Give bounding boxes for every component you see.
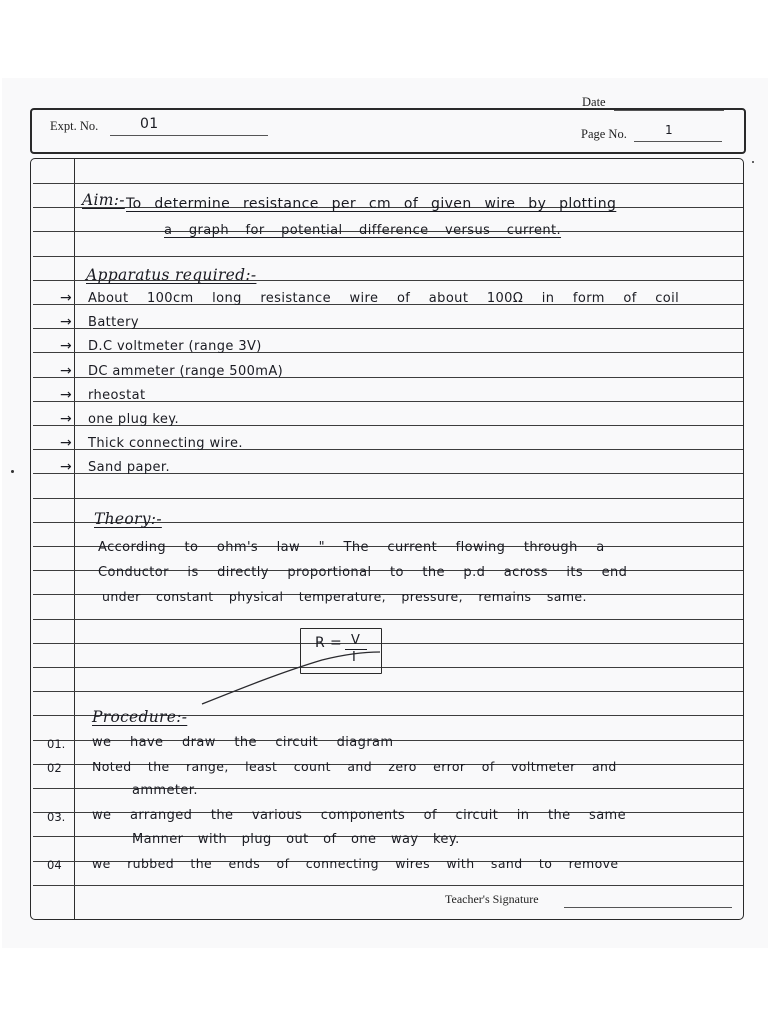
procedure-step-text: we have draw the circuit diagram (92, 735, 394, 750)
page-blank-line (634, 141, 722, 142)
aim-line-2: a graph for potential difference versus current. (164, 223, 562, 238)
procedure-step-text: ammeter. (132, 783, 198, 799)
expt-blank-line (110, 135, 268, 136)
bullet-arrow-icon: → (60, 459, 72, 476)
ruled-line (33, 885, 743, 886)
expt-label: Expt. No. (50, 119, 99, 133)
aim-line-1: To determine resistance per cm of given wire by plotting (126, 196, 617, 212)
ruled-line (33, 183, 743, 184)
apparatus-item: About 100cm long resistance wire of about 100Ω in form of coil (88, 291, 680, 306)
bullet-arrow-icon: → (60, 435, 72, 452)
theory-line-1: According to ohm's law " The current flowing through a (98, 540, 605, 555)
formula-left: R = (315, 635, 343, 651)
procedure-step-number: 03. (47, 809, 66, 824)
apparatus-item: Sand paper. (88, 460, 170, 476)
formula-denominator: I (352, 650, 357, 665)
apparatus-heading: Apparatus required:- (86, 266, 257, 284)
theory-line-3: under constant physical temperature, pressure, remains same. (102, 589, 587, 604)
apparatus-item: one plug key. (88, 412, 180, 427)
teacher-signature-label: Teacher's Signature (445, 892, 539, 906)
ruled-line (33, 643, 743, 644)
margin-line (74, 158, 75, 920)
ruled-line (33, 619, 743, 620)
theory-heading: Theory:- (94, 510, 162, 528)
apparatus-item: Thick connecting wire. (88, 436, 243, 452)
procedure-heading: Procedure:- (92, 708, 188, 726)
theory-line-2: Conductor is directly proportional to the p.d across its end (98, 565, 628, 580)
procedure-step-number: 04 (47, 858, 62, 872)
apparatus-item: DC ammeter (range 500mA) (88, 363, 284, 379)
ruled-line (33, 498, 743, 499)
signature-blank-line (564, 907, 732, 908)
bullet-arrow-icon: → (60, 338, 72, 355)
formula-numerator: V (351, 633, 361, 648)
procedure-step-text: we rubbed the ends of connecting wires with sand to remove (92, 856, 619, 871)
apparatus-item: Battery (88, 315, 139, 331)
apparatus-item: rheostat (88, 387, 146, 403)
procedure-step-text: Noted the range, least count and zero error of voltmeter and (92, 759, 617, 775)
date-label: Date (582, 95, 606, 109)
ruled-line (33, 328, 743, 329)
procedure-step-number: 01. (47, 737, 66, 751)
aim-heading: Aim:- (82, 191, 125, 209)
binding-dot (752, 161, 754, 163)
bullet-arrow-icon: → (60, 362, 72, 379)
binding-dot (11, 470, 14, 473)
pen-stroke (192, 648, 392, 708)
bullet-arrow-icon: → (60, 386, 72, 403)
procedure-step-number: 02 (47, 761, 62, 776)
apparatus-item: D.C voltmeter (range 3V) (88, 339, 262, 355)
bullet-arrow-icon: → (60, 411, 72, 427)
procedure-step-text: Manner with plug out of one way key. (132, 831, 460, 847)
ruled-line (33, 256, 743, 257)
page-label: Page No. (581, 127, 627, 141)
header-box (30, 108, 746, 154)
bullet-arrow-icon: → (60, 290, 72, 306)
page-value: 1 (665, 123, 674, 137)
procedure-step-text: we arranged the various components of circuit in the same (92, 807, 627, 823)
expt-value: 01 (140, 116, 159, 132)
bullet-arrow-icon: → (60, 314, 72, 331)
notebook-page (2, 78, 768, 948)
